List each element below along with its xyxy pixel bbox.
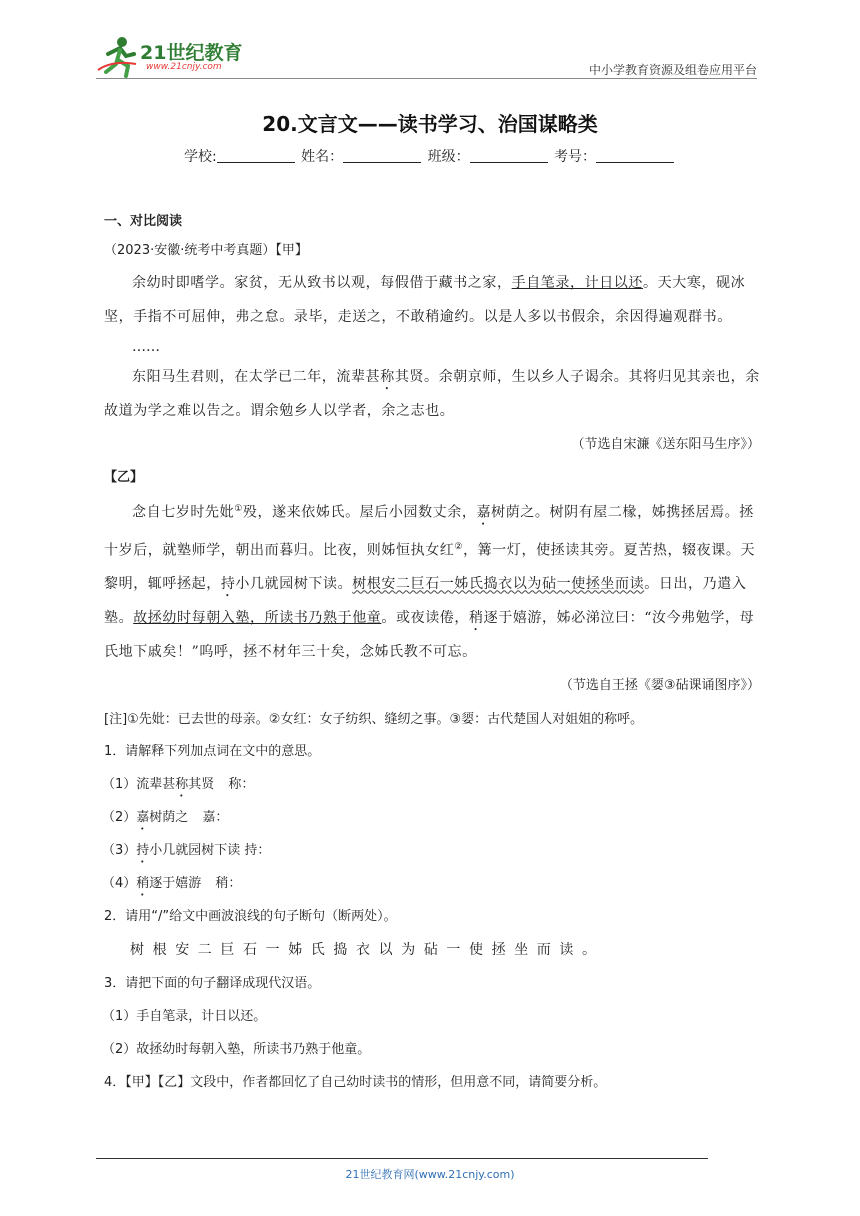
logo-text: 21世纪教育	[140, 42, 243, 64]
underlined-sentence: 故拯幼时每朝入塾，所读书乃熟于他童	[133, 610, 382, 627]
dotted-word: 稍	[469, 610, 484, 627]
text: 逐于嬉游	[149, 876, 202, 892]
jia-citation: （节选自宋濂《送东阳马生序》）	[571, 437, 760, 452]
passage-source: （2023·安徽·统考中考真题）【甲】	[104, 243, 308, 258]
answer-prompt[interactable]: 称：	[228, 777, 255, 793]
note-marker: ②	[454, 541, 464, 552]
text: 。天大寒，砚冰坚，手指不可屈伸，弗之怠。录毕，走送之，不敢稍逾约。以是人多以书假余，余因得遍观群书。	[104, 275, 746, 325]
question-1-item	[102, 867, 760, 900]
page-title: 20.文言文——读书学习、治国谋略类	[262, 112, 598, 136]
section-title: 一、对比阅读	[104, 214, 183, 229]
text: 其贤。余朝京师，生以乡人子谒余。其将归见其亲也，余故道为学之难以告之。谓余勉乡人以学者，余之志也。	[104, 369, 760, 419]
yi-paragraph	[104, 492, 760, 669]
name-blank[interactable]	[343, 148, 421, 163]
yi-citation: （节选自王拯《媭③砧课诵图序》）	[559, 678, 760, 694]
wavy-sentence: 树根安二巨石一姊氏捣衣以为砧一使拯坐而读	[352, 576, 645, 593]
question-1: 1．请解释下列加点词在文中的意思。	[104, 744, 321, 760]
dotted-word: 嘉	[476, 504, 492, 521]
name-label: 姓名：	[301, 149, 344, 165]
question-1-item	[102, 801, 760, 834]
header-divider	[96, 78, 757, 79]
answer-prompt[interactable]: 持：	[244, 843, 271, 859]
school-blank[interactable]	[217, 148, 295, 163]
site-logo[interactable]	[96, 34, 266, 80]
dotted-word: 持	[220, 576, 236, 593]
underlined-sentence: 手自笔录，计日以还	[511, 275, 644, 291]
text: 念自七岁时先妣	[132, 504, 235, 521]
dotted-word: 嘉	[136, 810, 150, 826]
text: 小几就园树下读。	[235, 576, 353, 593]
text: 殁，遂来依姊氏。屋后小园数丈余，	[242, 504, 477, 521]
student-info	[0, 146, 860, 166]
footer-link[interactable]: 21世纪教育网(www.21cnjy.com)	[345, 1168, 515, 1181]
question-4: 4．【甲】【乙】文段中，作者都回忆了自己幼时读书的情形，但用意不同，请简要分析。	[104, 1075, 607, 1091]
question-1-item	[102, 768, 760, 801]
text: （3）	[102, 843, 137, 859]
question-3: 3．请把下面的句子翻译成现代汉语。	[104, 976, 321, 992]
text: 其贤	[188, 777, 215, 793]
question-1-item	[102, 834, 760, 867]
text: 东阳马生君则，在太学已二年，流辈甚	[132, 369, 381, 385]
content	[104, 206, 760, 1099]
text: 余幼时即嗜学。家贫，无从致书以观，每假借于藏书之家，	[132, 275, 512, 291]
dotted-word: 稍	[136, 876, 150, 892]
text: （2）	[102, 810, 137, 826]
jia-paragraph-1	[104, 266, 760, 334]
text: ，篝一灯，使拯读其旁。夏苦热，辍夜课。天黎明，辄呼拯起，	[104, 542, 756, 593]
dotted-word: 称	[175, 777, 189, 793]
answer-prompt[interactable]: 嘉：	[202, 810, 229, 826]
text: 逐于嬉游，姊必涕泣曰：“汝今弗勉学，母氏地下戚矣！”呜呼，拯不材年三十矣，念姊氏教不可忘。	[104, 610, 755, 661]
dotted-word: 持	[136, 843, 150, 859]
text: （4）	[102, 876, 137, 892]
logo-url: www.21cnjy.com	[146, 62, 222, 72]
school-label: 学校:	[183, 149, 217, 165]
text: 。日出，乃遣入塾。	[104, 576, 747, 627]
text: 。或夜读倦，	[381, 610, 470, 627]
sentence-to-punctuate[interactable]: 树根安二巨石一姊氏捣衣以为砧一使拯坐而读。	[130, 942, 605, 959]
dotted-word: 称	[380, 369, 395, 385]
exam-no-label: 考号：	[554, 149, 597, 165]
question-2: 2．请用“/”给文中画波浪线的句子断句（断两处）。	[104, 909, 397, 925]
text: （1）流辈甚	[102, 777, 176, 793]
yi-label: 【乙】	[104, 470, 144, 485]
question-3-item: （2）故拯幼时每朝入塾，所读书乃熟于他童。	[102, 1042, 371, 1058]
annotation-note: [注]①先妣：已去世的母亲。②女红：女子纺织、缝纫之事。③媭：古代楚国人对姐姐的称呼。	[104, 712, 644, 728]
question-3-item: （1）手自笔录，计日以还。	[102, 1009, 267, 1025]
ellipsis: ……	[132, 339, 160, 355]
exam-no-blank[interactable]	[596, 148, 674, 163]
text: 树荫之	[149, 810, 189, 826]
text: 小几就园树下读	[149, 843, 241, 859]
platform-label: 中小学教育资源及组卷应用平台	[588, 63, 757, 77]
jia-paragraph-2	[104, 360, 760, 428]
class-blank[interactable]	[470, 148, 548, 163]
class-label: 班级：	[427, 149, 470, 165]
note-marker: ①	[234, 504, 243, 514]
footer-divider	[96, 1158, 708, 1159]
text: 树荫之。树阴有屋二椽，姊携拯居焉。拯十岁后，就塾师学，朝出而暮归。比夜，则姊恒执女红	[104, 504, 754, 559]
answer-prompt[interactable]: 稍：	[215, 876, 242, 892]
runner-logo-icon	[96, 34, 140, 78]
